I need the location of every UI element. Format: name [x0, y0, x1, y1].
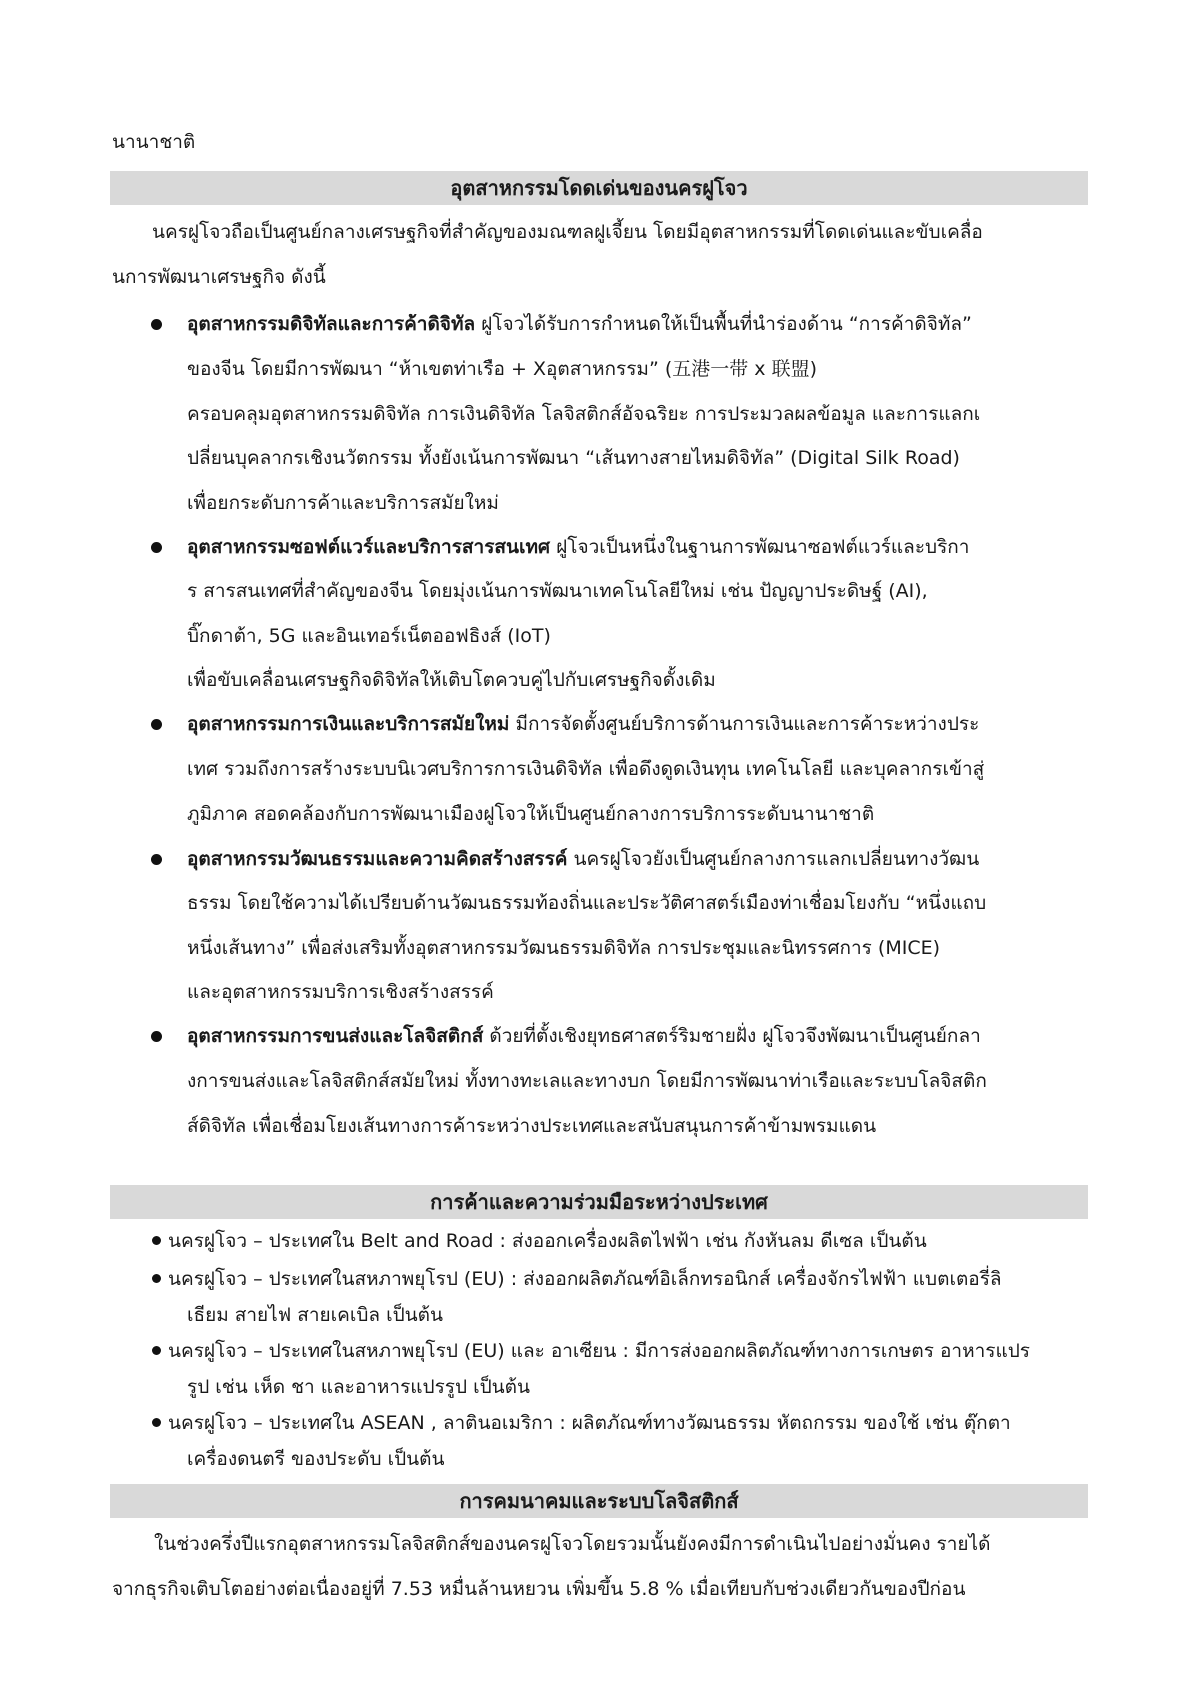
bullet-icon [152, 1274, 161, 1283]
list-item-line: รูป เช่น เห็ด ชา และอาหารแปรรูป เป็นต้น [187, 1376, 530, 1398]
bullet-icon [152, 1236, 161, 1245]
list-item-line: นครฝูโจว – ประเทศใน ASEAN , ลาตินอเมริกา : ผลิตภัณฑ์ทางวัฒนธรรม หัตถกรรม ของใช้ เช่น ตุ๊กตา [168, 1412, 1011, 1434]
bullet-title: อุตสาหกรรมดิจิทัลและการค้าดิจิทัล [187, 313, 476, 335]
intro-tail-text: นานาชาติ [112, 131, 196, 153]
bullet-title: อุตสาหกรรมการขนส่งและโลจิสติกส์ [187, 1025, 484, 1047]
bullet-icon [152, 1418, 161, 1427]
bullet-line: อุตสาหกรรมการเงินและบริการสมัยใหม่ มีการจัดตั้งศูนย์บริการด้านการเงินและการค้าระหว่างประ [187, 713, 980, 735]
bullet-line: ร สารสนเทศที่สำคัญของจีน โดยมุ่งเน้นการพัฒนาเทคโนโลยีใหม่ เช่น ปัญญาประดิษฐ์ (AI), [187, 580, 928, 602]
bullet-line: เพื่อขับเคลื่อนเศรษฐกิจดิจิทัลให้เติบโตควบคู่ไปกับเศรษฐกิจดั้งเดิม [187, 669, 716, 691]
section-heading-logistics: การคมนาคมและระบบโลจิสติกส์ [110, 1484, 1088, 1518]
bullet-line: อุตสาหกรรมซอฟต์แวร์และบริการสารสนเทศ ฝูโจวเป็นหนึ่งในฐานการพัฒนาซอฟต์แวร์และบริกา [187, 536, 970, 558]
bullet-line: หนึ่งเส้นทาง” เพื่อส่งเสริมทั้งอุตสาหกรรมวัฒนธรรมดิจิทัล การประชุมและนิทรรศการ (MICE) [187, 937, 941, 959]
bullet-line: อุตสาหกรรมวัฒนธรรมและความคิดสร้างสรรค์ นครฝูโจวยังเป็นศูนย์กลางการแลกเปลี่ยนทางวัฒน [187, 848, 980, 870]
bullet-icon [151, 1031, 162, 1042]
paragraph-line: นการพัฒนาเศรษฐกิจ ดังนี้ [112, 266, 326, 288]
paragraph-line: จากธุรกิจเติบโตอย่างต่อเนื่องอยู่ที่ 7.53 หมื่นล้านหยวน เพิ่มขึ้น 5.8 % เมื่อเทียบกับช่วงเดียวกันของปีก่อน [112, 1578, 966, 1600]
bullet-icon [151, 542, 162, 553]
bullet-line: เพื่อยกระดับการค้าและบริการสมัยใหม่ [187, 492, 499, 514]
list-item-line: เธียม สายไฟ สายเคเบิล เป็นต้น [187, 1304, 443, 1326]
bullet-line: เทศ รวมถึงการสร้างระบบนิเวศบริการการเงินดิจิทัล เพื่อดึงดูดเงินทุน เทคโนโลยี และบุคลากรเข้าสู่ [187, 758, 985, 780]
bullet-icon [151, 319, 162, 330]
bullet-line: ธรรม โดยใช้ความได้เปรียบด้านวัฒนธรรมท้องถิ่นและประวัติศาสตร์เมืองท่าเชื่อมโยงกับ “หนึ่งแถบ [187, 892, 987, 914]
bullet-icon [151, 854, 162, 865]
bullet-line: และอุตสาหกรรมบริการเชิงสร้างสรรค์ [187, 981, 494, 1003]
bullet-line: งการขนส่งและโลจิสติกส์สมัยใหม่ ทั้งทางทะเลและทางบก โดยมีการพัฒนาท่าเรือและระบบโลจิสติก [187, 1070, 987, 1092]
list-item-line: นครฝูโจว – ประเทศใน Belt and Road : ส่งออกเครื่องผลิตไฟฟ้า เช่น กังหันลม ดีเซล เป็นต้น [168, 1230, 927, 1252]
section-heading-industries: อุตสาหกรรมโดดเด่นของนครฝูโจว [110, 171, 1088, 205]
bullet-title: อุตสาหกรรมการเงินและบริการสมัยใหม่ [187, 713, 510, 735]
bullet-line: อุตสาหกรรมการขนส่งและโลจิสติกส์ ด้วยที่ตั้งเชิงยุทธศาสตร์ริมชายฝั่ง ฝูโจวจึงพัฒนาเป็นศูนย์กลา [187, 1025, 981, 1047]
bullet-line: ครอบคลุมอุตสาหกรรมดิจิทัล การเงินดิจิทัล โลจิสติกส์อัจฉริยะ การประมวลผลข้อมูล และการแลกเ [187, 403, 981, 425]
bullet-line: ของจีน โดยมีการพัฒนา “ห้าเขตท่าเรือ + Xอุตสาหกรรม” (五港一带 x 联盟) [187, 358, 817, 380]
section-heading-trade: การค้าและความร่วมมือระหว่างประเทศ [110, 1185, 1088, 1219]
bullet-title: อุตสาหกรรมวัฒนธรรมและความคิดสร้างสรรค์ [187, 848, 568, 870]
paragraph-line: นครฝูโจวถือเป็นศูนย์กลางเศรษฐกิจที่สำคัญของมณฑลฝูเจี้ยน โดยมีอุตสาหกรรมที่โดดเด่นและขับเคลื่อ [152, 221, 983, 243]
bullet-line: ส์ดิจิทัล เพื่อเชื่อมโยงเส้นทางการค้าระหว่างประเทศและสนับสนุนการค้าข้ามพรมแดน [187, 1115, 877, 1137]
bullet-line: ปลี่ยนบุคลากรเชิงนวัตกรรม ทั้งยังเน้นการพัฒนา “เส้นทางสายไหมดิจิทัล” (Digital Silk Road) [187, 447, 960, 469]
paragraph-line: ในช่วงครึ่งปีแรกอุตสาหกรรมโลจิสติกส์ของนครฝูโจวโดยรวมนั้นยังคงมีการดำเนินไปอย่างมั่นคง รายได้ [154, 1533, 991, 1555]
bullet-line: บิ๊กดาต้า, 5G และอินเทอร์เน็ตออฟธิงส์ (IoT) [187, 625, 551, 647]
list-item-line: นครฝูโจว – ประเทศในสหภาพยุโรป (EU) : ส่งออกผลิตภัณฑ์อิเล็กทรอนิกส์ เครื่องจักรไฟฟ้า แบตเตอรี่ลิ [168, 1268, 1002, 1290]
bullet-icon [152, 1346, 161, 1355]
bullet-line: อุตสาหกรรมดิจิทัลและการค้าดิจิทัล ฝูโจวได้รับการกำหนดให้เป็นพื้นที่นำร่องด้าน “การค้าดิจิทัล” [187, 313, 972, 335]
bullet-icon [151, 719, 162, 730]
list-item-line: เครื่องดนตรี ของประดับ เป็นต้น [187, 1448, 445, 1470]
list-item-line: นครฝูโจว – ประเทศในสหภาพยุโรป (EU) และ อาเซียน : มีการส่งออกผลิตภัณฑ์ทางการเกษตร อาหารแปร [168, 1340, 1030, 1362]
bullet-title: อุตสาหกรรมซอฟต์แวร์และบริการสารสนเทศ [187, 536, 551, 558]
bullet-line: ภูมิภาค สอดคล้องกับการพัฒนาเมืองฝูโจวให้เป็นศูนย์กลางการบริการระดับนานาชาติ [187, 803, 875, 825]
